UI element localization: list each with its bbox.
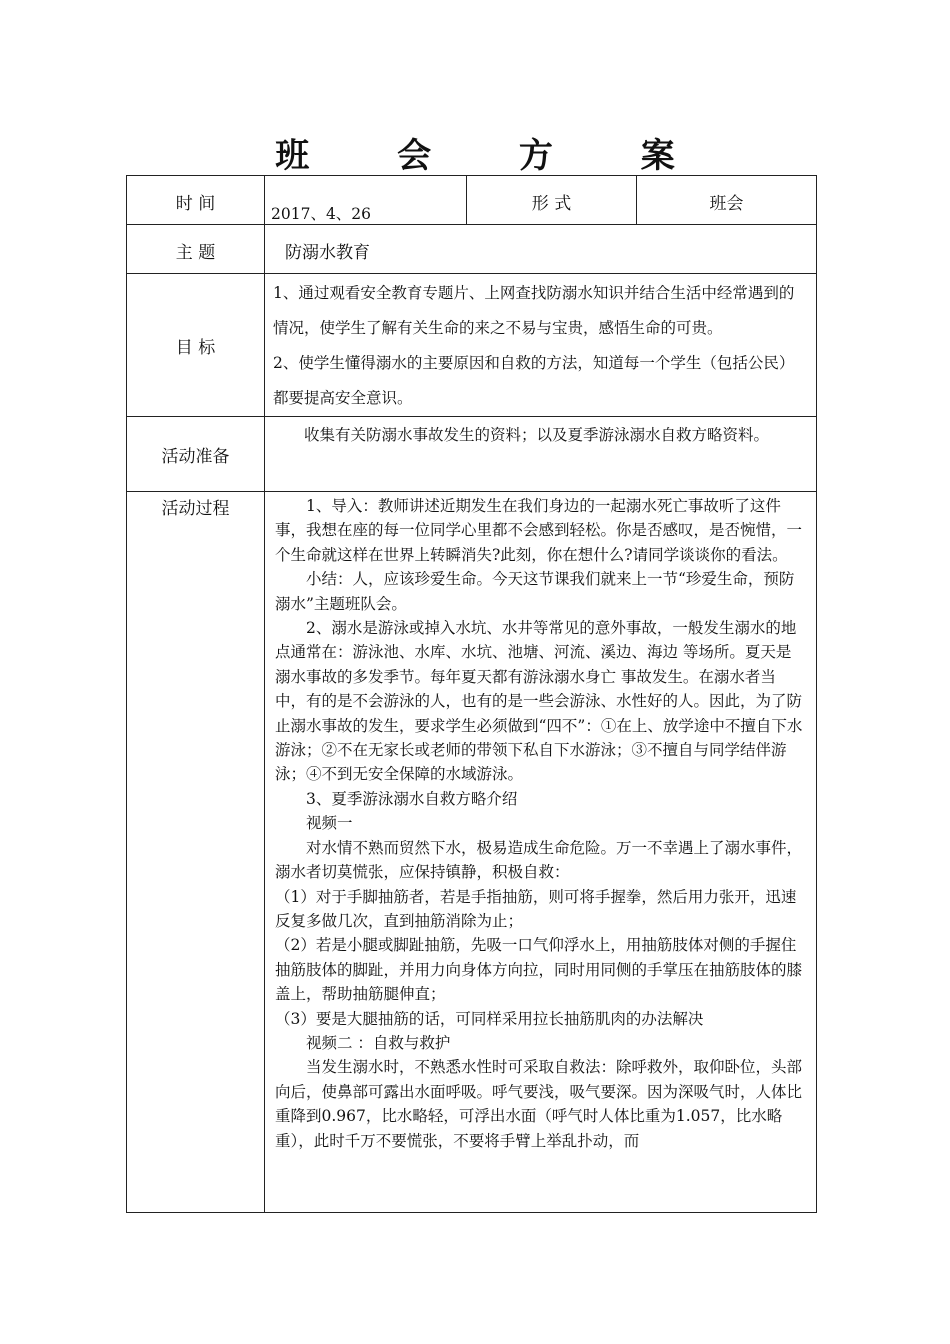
- goal-cell: [265, 274, 817, 417]
- prep-label-cell: [127, 417, 265, 492]
- prep-text: 收集有关防溺水事故发生的资料；以及夏季游泳溺水自救方略资料。: [304, 426, 770, 444]
- goal-item: 2、使学生懂得溺水的主要原因和自救的方法，知道每一个学生（包括公民）都要提高安全意识。: [273, 354, 795, 407]
- process-paragraph: 2、溺水是游泳或掉入水坑、水井等常见的意外事故，一般发生溺水的地点通常在：游泳池、水库、水坑、池塘、河流、溪边、海边 等场所。夏天是溺水事故的多发季节。每年夏天都有游泳溺水身亡 事故发生。在溺水者当中，有的是不会游泳的人，也有的是一些会游泳、水性好的人。因此，为了防止溺水事故的发生，要求学生必须做到“四不”：①在上、放学途中不擅自下水游泳；②不在无家长或老师的带领下私自下水游泳；③不擅自与同学结伴游泳；④不到无安全保障的水域游泳。: [275, 619, 803, 784]
- row-time: [127, 176, 817, 225]
- row-theme: [127, 225, 817, 274]
- prep-label: 活动准备: [161, 446, 230, 467]
- process-paragraph: 视频二 ：自救与救护: [306, 1033, 451, 1052]
- row-prep: [127, 417, 817, 492]
- process-paragraph: （3）要是大腿抽筋的话，可同样采用拉长抽筋肌肉的办法解决: [275, 1009, 704, 1028]
- process-paragraph: 当发生溺水时，不熟悉水性时可采取自救法：除呼救外，取仰卧位，头部向后，使鼻部可露出水面呼吸。呼气要浅，吸气要深。因为深吸气时，人体比重降到0.967，比水略轻，可浮出水面（呼气时人体比重为1.057，比水略重），此时千万不要慌张，不要将手臂上举乱扑动，而: [275, 1058, 803, 1150]
- form-label-cell: [467, 176, 637, 225]
- form-value: 班会: [709, 194, 744, 214]
- theme-value-cell: [265, 225, 817, 274]
- time-value: 2017、4、26: [271, 205, 372, 223]
- plan-table: [126, 175, 817, 1213]
- time-value-cell: [265, 176, 467, 225]
- process-paragraph: （2）若是小腿或脚趾抽筋，先吸一口气仰浮水上，用抽筋肢体对侧的手握住抽筋肢体的脚趾，并用力向身体方向拉，同时用同侧的手掌压在抽筋肢体的膝盖上，帮助抽筋腿伸直；: [275, 936, 803, 1004]
- form-value-cell: [637, 176, 817, 225]
- process-paragraph: 1、导入：教师讲述近期发生在我们身边的一起溺水死亡事故听了这件事，我想在座的每一位同学心里都不会感到轻松。你是否感叹，是否惋惜，一个生命就这样在世界上转瞬消失?此刻，你在想什么?请同学谈谈你的看法。: [275, 497, 803, 564]
- process-label: 活动过程: [161, 499, 230, 519]
- form-label: 形 式: [531, 194, 572, 214]
- goal-label-cell: [127, 274, 265, 417]
- process-cell: [265, 492, 817, 1213]
- goal-item: 1、通过观看安全教育专题片、上网查找防溺水知识并结合生活中经常遇到的情况，使学生了解有关生命的来之不易与宝贵，感悟生命的可贵。: [273, 284, 795, 337]
- process-label-cell: [127, 492, 265, 1213]
- prep-cell: [265, 417, 817, 492]
- time-label: 时 间: [175, 194, 216, 214]
- theme-value: 防溺水教育: [285, 243, 370, 263]
- process-paragraph: 对水情不熟而贸然下水，极易造成生命危险。万一不幸遇上了溺水事件，溺水者切莫慌张，应保持镇静，积极自救：: [275, 838, 803, 882]
- row-process: [127, 492, 817, 1213]
- process-paragraph: 视频一: [306, 814, 353, 833]
- process-paragraph: 小结：人，应该珍爱生命。今天这节课我们就来上一节“珍爱生命，预防溺水”主题班队会。: [275, 570, 795, 613]
- process-paragraph: （1）对于手脚抽筋者，若是手指抽筋，则可将手握拳，然后用力张开，迅速反复多做几次，直到抽筋消除为止；: [275, 887, 797, 930]
- process-paragraph: 3、夏季游泳溺水自救方略介绍: [306, 789, 518, 808]
- page-title: 班 会 方 案: [275, 136, 713, 176]
- row-goal: [127, 274, 817, 417]
- theme-label-cell: [127, 225, 265, 274]
- time-label-cell: [127, 176, 265, 225]
- theme-label: 主 题: [175, 243, 216, 263]
- goal-label: 目 标: [175, 337, 216, 358]
